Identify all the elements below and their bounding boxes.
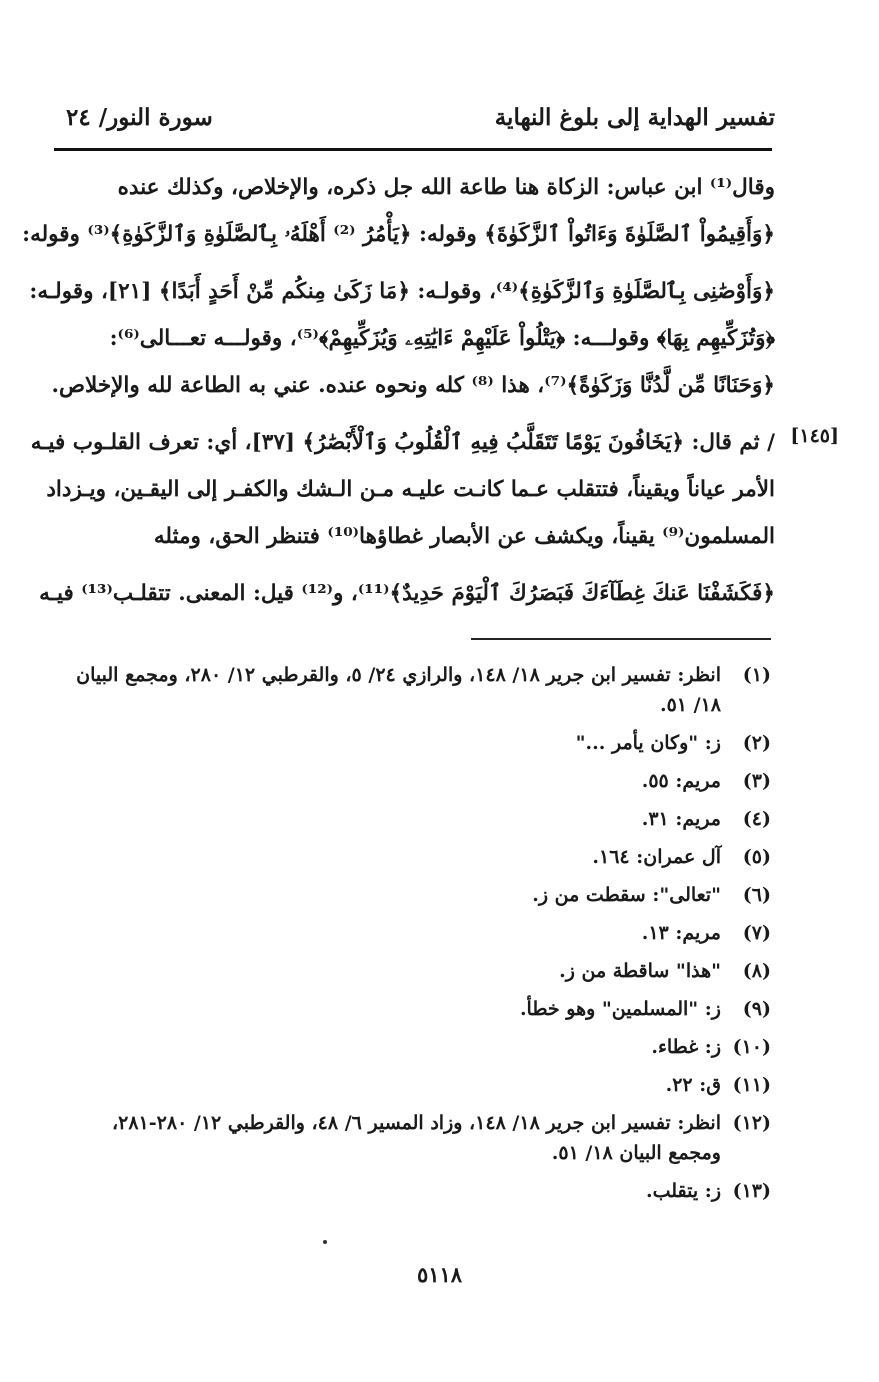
main-line: ﴿فَكَشَفْنَا عَنكَ غِطَآءَكَ فَبَصَرُكَ ٱلْيَوْمَ حَدِيدٌ﴾⁽¹¹⁾، و⁽¹²⁾ قيل: المعنى. تتقلـب⁽¹³⁾ فيـه	[39, 581, 775, 606]
footnote-text: مريم: ٣١.	[641, 808, 721, 830]
footnote	[56, 1108, 771, 1168]
footnote	[56, 766, 771, 796]
footnote	[56, 918, 771, 948]
stray-mark	[323, 1240, 327, 1244]
surah-reference: سورة النور/ ٢٤	[66, 104, 213, 131]
main-line: المسلمون⁽⁹⁾ يقيناً، ويكشف عن الأبصار غطاؤها⁽¹⁰⁾ فتنظر الحق، ومثله	[153, 524, 775, 549]
main-line: ﴿وَأَوْصَٰنِى بِٱلصَّلَوٰةِ وَٱلزَّكَوٰةِ﴾⁽⁴⁾، وقولـه: ﴿مَا زَكَىٰ مِنكُم مِّنْ أَحَدٍ أَبَدًا﴾ [٢١]، وقولـه:	[29, 279, 775, 304]
main-text	[22, 164, 775, 617]
footnote-text: ز: يتقلب.	[646, 1180, 721, 1202]
footnote-text: انظر: تفسير ابن جرير ١٨/ ١٤٨، وزاد المسير ٦/ ٤٨، والقرطبي ١٢/ ٢٨٠-٢٨١، ومجمع البيان ١٨/ ٥١.	[112, 1112, 721, 1164]
footnote	[56, 842, 771, 872]
book-title: تفسير الهداية إلى بلوغ النهاية	[494, 104, 775, 131]
footnote	[56, 728, 771, 758]
footnote-number: (٥)	[742, 846, 771, 868]
manuscript-folio-marker: [١٤٥]	[790, 425, 839, 447]
main-line: ﴿وَأَقِيمُواْ ٱلصَّلَوٰةَ وَءَاتُواْ ٱلزَّكَوٰةَ﴾ وقوله: ﴿يَأْمُرُ ⁽²⁾ أَهْلَهُۥ بِٱلصَّلَوٰةِ وَٱلزَّكَوٰةِ﴾⁽³⁾ وقوله:	[22, 222, 775, 247]
footnote-number: (٩)	[742, 998, 771, 1020]
main-line: / ثم قال: ﴿يَخَافُونَ يَوْمًا تَتَقَلَّبُ فِيهِ ٱلْقُلُوبُ وَٱلْأَبْصَٰرُ﴾ [٣٧]، أي: تعرف القلـوب فيـه	[30, 430, 775, 455]
footnote-divider	[471, 638, 771, 640]
header-divider	[54, 148, 772, 151]
footnote-number: (٧)	[742, 922, 771, 944]
footnote-text: مريم: ٥٥.	[641, 770, 721, 792]
footnote-number: (١)	[742, 664, 771, 686]
footnote-text: مريم: ١٣.	[641, 922, 721, 944]
footnote	[56, 994, 771, 1024]
footnote-number: (٢)	[742, 732, 771, 754]
footnotes	[56, 660, 771, 1214]
footnote-number: (٦)	[742, 884, 771, 906]
footnote	[56, 1176, 771, 1206]
footnote-text: "تعالى": سقطت من ز.	[532, 884, 721, 906]
footnote-number: (٨)	[742, 960, 771, 982]
footnote-text: "هذا" ساقطة من ز.	[559, 960, 721, 982]
footnote-text: انظر: تفسير ابن جرير ١٨/ ١٤٨، والرازي ٢٤/ ٥، والقرطبي ١٢/ ٢٨٠، ومجمع البيان ١٨/ ٥١.	[76, 664, 721, 716]
footnote	[56, 956, 771, 986]
footnote	[56, 660, 771, 720]
footnote-text: آل عمران: ١٦٤.	[592, 846, 721, 868]
footnote-text: ز: "وكان يأمر ..."	[575, 732, 721, 754]
footnote	[56, 804, 771, 834]
footnote-number: (١١)	[732, 1074, 771, 1096]
footnote-text: ق: ٢٢.	[665, 1074, 721, 1096]
footnote-text: ز: غطاء.	[651, 1036, 721, 1058]
main-line: الأمر عياناً ويقيناً، فتتقلب عـما كانـت عليـه مـن الـشك والكفـر إلى اليقـين، ويـزداد	[46, 477, 775, 502]
main-line: وقال⁽¹⁾ ابن عباس: الزكاة هنا طاعة الله جل ذكره، والإخلاص، وكذلك عنده	[117, 175, 775, 200]
footnote	[56, 880, 771, 910]
footnote-text: ز: "المسلمين" وهو خطأ.	[519, 998, 721, 1020]
footnote-number: (١٢)	[732, 1112, 771, 1134]
page-number: ٥١١٨	[416, 1262, 463, 1287]
footnote-number: (١٠)	[732, 1036, 771, 1058]
footnote-number: (٣)	[742, 770, 771, 792]
footnote-number: (١٣)	[732, 1180, 771, 1202]
main-line: ﴿وَحَنَانًا مِّن لَّدُنَّا وَزَكَوٰةً﴾⁽⁷⁾، هذا ⁽⁸⁾ كله ونحوه عنده. عني به الطاعة لله والإخلاص.	[51, 373, 775, 398]
main-line: ﴿وَتُزَكِّيهِم بِهَا﴾ وقولـــه: ﴿يَتْلُواْ عَلَيْهِمْ ءَايَٰتِهِۦ وَيُزَكِّيهِمْ﴾⁽⁵⁾، وقولـــه تعـــالى⁽⁶⁾:	[109, 326, 775, 351]
footnote-number: (٤)	[742, 808, 771, 830]
footnote	[56, 1032, 771, 1062]
footnote	[56, 1070, 771, 1100]
